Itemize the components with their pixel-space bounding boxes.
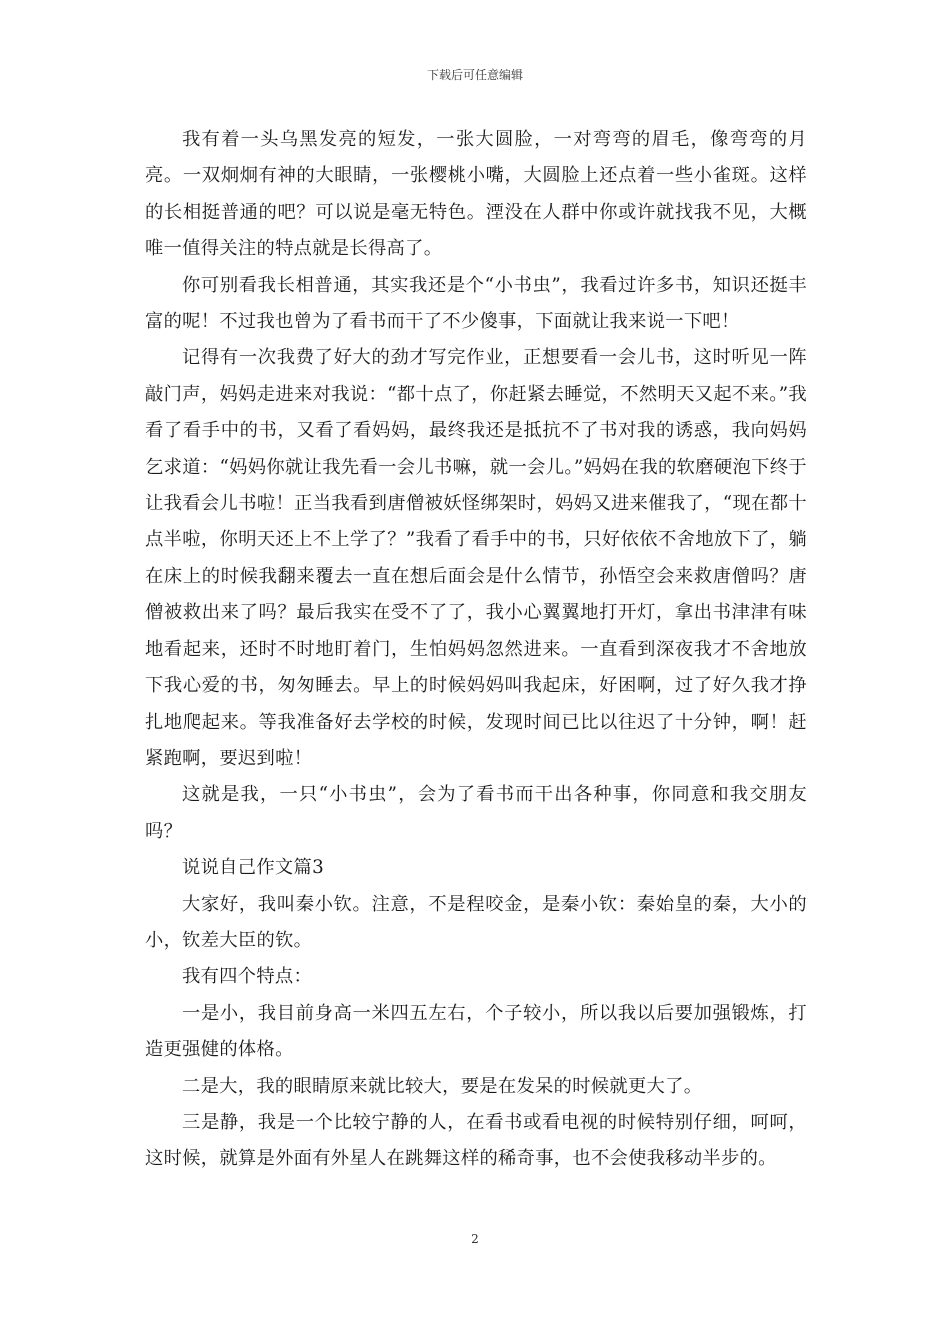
document-body [145,122,807,1178]
paragraph-features-lead: 我有四个特点： [182,966,313,988]
paragraph-appearance: 我有着一头乌黑发亮的短发，一张大圆脸，一对弯弯的眉毛，像弯弯的月亮。一双炯炯有神的大眼睛，一张樱桃小嘴，大圆脸上还点着一些小雀斑。这样的长相挺普通的吧？可以说是毫无特色。湮没在人群中你或许就找我不见，大概唯一值得关注的特点就是长得高了。 [145,129,807,260]
paragraph-bookworm-intro: 你可别看我长相普通，其实我还是个“小书虫”，我看过许多书，知识还挺丰富的呢！不过我也曾为了看书而干了不少傻事，下面就让我来说一下吧！ [145,274,807,333]
paragraph-feature-small: 一是小，我目前身高一米四五左右，个子较小，所以我以后要加强锻炼，打造更强健的体格。 [145,1002,807,1061]
page-number: 2 [471,1232,479,1246]
page-header: 下载后可任意编辑 [426,68,523,82]
paragraph-feature-big: 二是大，我的眼睛原来就比较大，要是在发呆的时候就更大了。 [182,1075,703,1097]
paragraph-feature-quiet: 三是静，我是一个比较宁静的人，在看书或看电视的时候特别仔细，呵呵，这时候，就算是外面有外星人在跳舞这样的稀奇事，也不会使我移动半步的。 [145,1111,807,1170]
section-title: 说说自己作文篇3 [182,857,324,879]
paragraph-reading-story: 记得有一次我费了好大的劲才写完作业，正想要看一会儿书，这时听见一阵敲门声，妈妈走进来对我说：“都十点了，你赶紧去睡觉，不然明天又起不来。”我看了看手中的书，又看了看妈妈，最终我还是抵抗不了书对我的诱惑，我向妈妈乞求道：“妈妈你就让我先看一会儿书嘛，就一会儿。”妈妈在我的软磨硬泡下终于让我看会儿书啦！正当我看到唐僧被妖怪绑架时，妈妈又进来催我了，“现在都十点半啦，你明天还上不上学了？”我看了看手中的书，只好依依不舍地放下了，躺在床上的时候我翻来覆去一直在想后面会是什么情节，孙悟空会来救唐僧吗？唐僧被救出来了吗？最后我实在受不了了，我小心翼翼地打开灯，拿出书津津有味地看起来，还时不时地盯着门，生怕妈妈忽然进来。一直看到深夜我才不舍地放下我心爱的书，匆匆睡去。早上的时候妈妈叫我起床，好困啊，过了好久我才挣扎地爬起来。等我准备好去学校的时候，发现时间已比以往迟了十分钟，啊！赶紧跑啊，要迟到啦！ [145,347,807,769]
paragraph-conclusion: 这就是我，一只“小书虫”，会为了看书而干出各种事，你同意和我交朋友吗？ [145,784,807,842]
paragraph-self-introduction: 大家好，我叫秦小钦。注意，不是程咬金，是秦小钦：秦始皇的秦，大小的小，钦差大臣的钦。 [145,893,807,951]
